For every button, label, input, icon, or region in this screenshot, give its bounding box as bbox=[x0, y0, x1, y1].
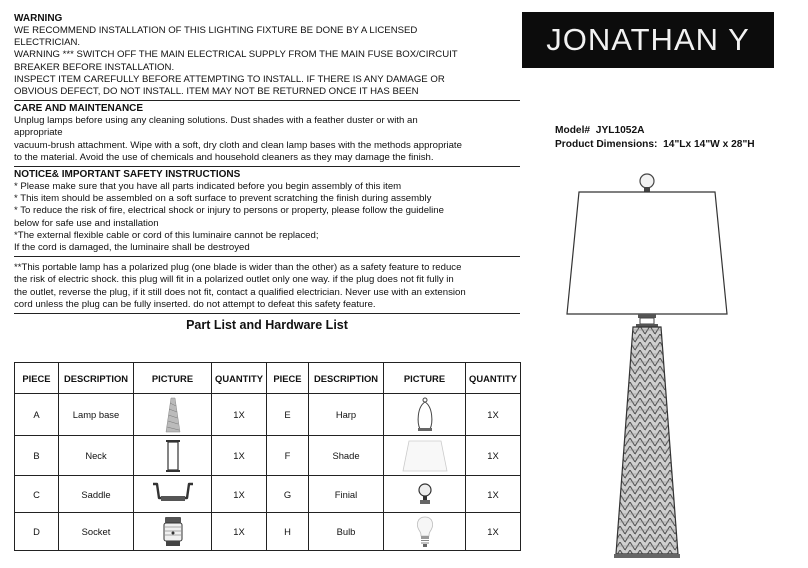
neck-icon bbox=[164, 439, 182, 473]
piece-cell: B bbox=[15, 436, 59, 476]
table-row bbox=[15, 436, 521, 476]
plug-line: the risk of electric shock. this plug will fit in a polarized outlet only one way. if the plug does not fit fully in bbox=[14, 274, 454, 286]
warning-section bbox=[14, 12, 520, 101]
description-cell: Socket bbox=[59, 513, 134, 551]
warning-title: WARNING bbox=[14, 13, 63, 24]
piece-cell: D bbox=[15, 513, 59, 551]
picture-cell bbox=[134, 436, 212, 476]
dimensions-value: 14"Lx 14"W x 28"H bbox=[663, 139, 755, 150]
description-cell: Shade bbox=[309, 436, 384, 476]
care-section bbox=[14, 102, 520, 167]
saddle-icon bbox=[149, 481, 197, 507]
warning-line: WARNING *** SWITCH OFF THE MAIN ELECTRICAL SUPPLY FROM THE MAIN FUSE BOX/CIRCUIT bbox=[14, 49, 458, 61]
safety-line: below for safe use and installation bbox=[14, 217, 159, 229]
piece-cell: F bbox=[267, 436, 309, 476]
product-info bbox=[555, 124, 755, 152]
plug-line: **This portable lamp has a polarized plug (one blade is wider than the other) as a safety feature to reduce bbox=[14, 262, 462, 274]
bulb-icon bbox=[414, 516, 436, 548]
harp-icon bbox=[414, 397, 436, 433]
safety-line: * To reduce the risk of fire, electrical shock or injury to persons or property, please follow the guideline bbox=[14, 205, 444, 217]
quantity-cell: 1X bbox=[466, 513, 521, 551]
safety-line: * Please make sure that you have all parts indicated before you begin assembly of this item bbox=[14, 181, 402, 193]
parts-list-title: Part List and Hardware List bbox=[186, 318, 348, 333]
care-line: appropriate bbox=[14, 127, 63, 139]
piece-cell: E bbox=[267, 394, 309, 436]
warning-line: ELECTRICIAN. bbox=[14, 37, 81, 49]
warning-line: OBVIOUS DEFECT, DO NOT INSTALL. ITEM MAY NOT BE RETURNED ONCE IT HAS BEEN bbox=[14, 86, 419, 98]
instructions-column bbox=[14, 12, 520, 336]
quantity-cell: 1X bbox=[212, 394, 267, 436]
header-quantity: QUANTITY bbox=[466, 363, 521, 394]
description-cell: Finial bbox=[309, 476, 384, 513]
table-row bbox=[15, 476, 521, 513]
plug-line: the outlet, reverse the plug, if it still does not fit, contact a qualified electrician. Never use with an extension bbox=[14, 286, 466, 298]
care-line: Unplug lamps before using any cleaning solutions. Dust shades with a feather duster or with an bbox=[14, 115, 418, 127]
header-description: DESCRIPTION bbox=[59, 363, 134, 394]
description-cell: Neck bbox=[59, 436, 134, 476]
finial-icon bbox=[417, 482, 433, 506]
safety-line: * This item should be assembled on a soft surface to prevent scratching the finish during assembly bbox=[14, 193, 432, 205]
picture-cell bbox=[134, 513, 212, 551]
plug-section bbox=[14, 258, 520, 314]
picture-cell bbox=[134, 394, 212, 436]
plug-line: cord unless the plug can be fully inserted. do not attempt to defeat this safety feature. bbox=[14, 298, 376, 310]
piece-cell: C bbox=[15, 476, 59, 513]
header-piece: PIECE bbox=[267, 363, 309, 394]
quantity-cell: 1X bbox=[466, 394, 521, 436]
piece-cell: A bbox=[15, 394, 59, 436]
lamp-base-icon bbox=[616, 327, 678, 554]
lamp-illustration bbox=[565, 166, 765, 562]
lamp-base-icon bbox=[165, 397, 181, 433]
header-description: DESCRIPTION bbox=[309, 363, 384, 394]
header-picture: PICTURE bbox=[384, 363, 466, 394]
header-piece: PIECE bbox=[15, 363, 59, 394]
quantity-cell: 1X bbox=[212, 476, 267, 513]
parts-table-header bbox=[15, 363, 521, 394]
safety-section bbox=[14, 168, 520, 257]
piece-cell: G bbox=[267, 476, 309, 513]
neck-icon bbox=[636, 314, 658, 327]
warning-line: WE RECOMMEND INSTALLATION OF THIS LIGHTING FIXTURE BE DONE BY A LICENSED bbox=[14, 25, 418, 36]
warning-line: INSPECT ITEM CAREFULLY BEFORE ATTEMPTING TO INSTALL. IF THERE IS ANY DAMAGE OR bbox=[14, 73, 445, 85]
safety-line: If the cord is damaged, the luminaire shall be destroyed bbox=[14, 242, 250, 254]
description-cell: Saddle bbox=[59, 476, 134, 513]
quantity-cell: 1X bbox=[466, 476, 521, 513]
description-cell: Bulb bbox=[309, 513, 384, 551]
dimensions-row bbox=[555, 138, 755, 152]
safety-line: *The external flexible cable or cord of this luminaire cannot be replaced; bbox=[14, 229, 319, 241]
model-label: Model# bbox=[555, 125, 591, 136]
shade-icon bbox=[567, 192, 727, 314]
table-row bbox=[15, 394, 521, 436]
picture-cell bbox=[384, 436, 466, 476]
care-line: to the material. Avoid the use of chemicals and household cleaners as they may damage the finish. bbox=[14, 151, 434, 163]
care-title: CARE AND MAINTENANCE bbox=[14, 103, 144, 115]
quantity-cell: 1X bbox=[212, 513, 267, 551]
parts-table bbox=[14, 362, 521, 551]
description-cell: Lamp base bbox=[59, 394, 134, 436]
quantity-cell: 1X bbox=[466, 436, 521, 476]
picture-cell bbox=[134, 476, 212, 513]
header-quantity: QUANTITY bbox=[212, 363, 267, 394]
warning-line: BREAKER BEFORE INSTALLATION. bbox=[14, 61, 175, 73]
picture-cell bbox=[384, 476, 466, 513]
care-line: vacuum-brush attachment. Wipe with a soft, dry cloth and clean lamp bases with the methods appropriate bbox=[14, 139, 462, 151]
model-row bbox=[555, 124, 755, 138]
finial-icon bbox=[640, 174, 654, 192]
table-row bbox=[15, 513, 521, 551]
brand-logo: JONATHAN Y bbox=[522, 12, 774, 68]
picture-cell bbox=[384, 513, 466, 551]
quantity-cell: 1X bbox=[212, 436, 267, 476]
safety-title: NOTICE& IMPORTANT SAFETY INSTRUCTIONS bbox=[14, 169, 241, 181]
header-picture: PICTURE bbox=[134, 363, 212, 394]
picture-cell bbox=[384, 394, 466, 436]
socket-icon bbox=[161, 516, 185, 548]
shade-icon bbox=[400, 439, 450, 473]
dimensions-label: Product Dimensions: bbox=[555, 139, 658, 150]
model-value: JYL1052A bbox=[595, 125, 645, 136]
description-cell: Harp bbox=[309, 394, 384, 436]
piece-cell: H bbox=[267, 513, 309, 551]
